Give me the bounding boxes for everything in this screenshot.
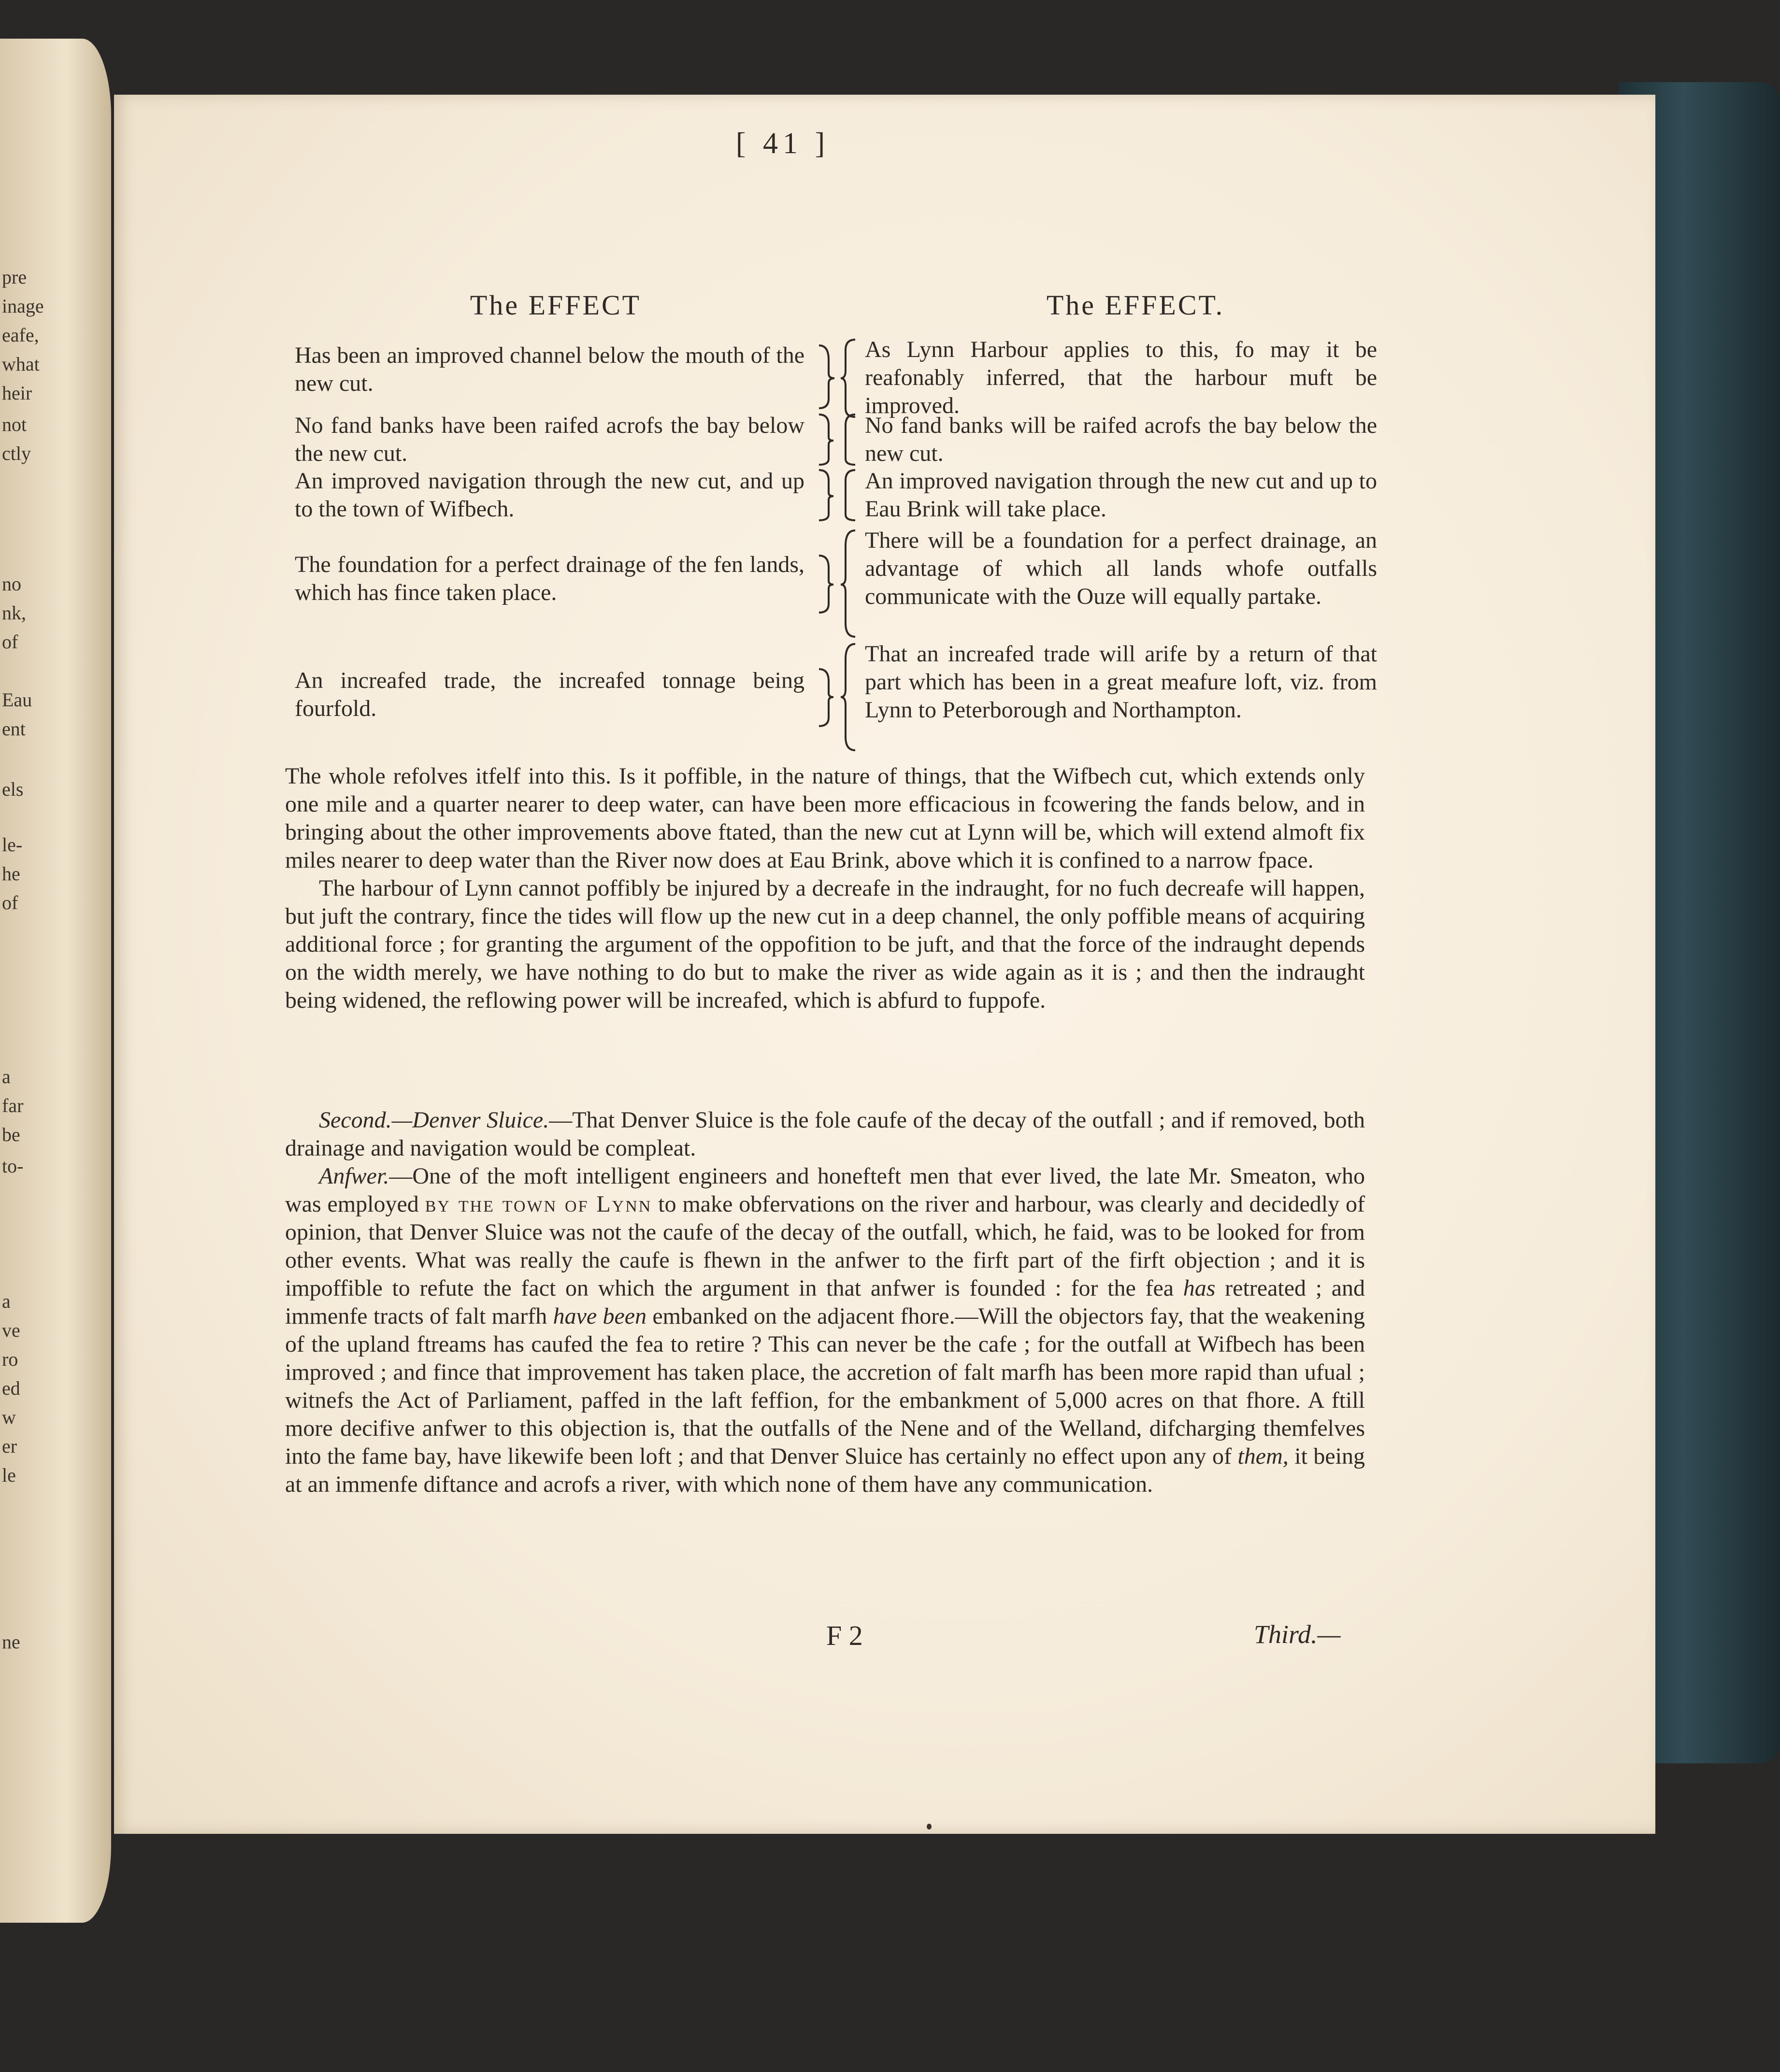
answer-paragraph xyxy=(285,1162,1365,1499)
answer-italic: has xyxy=(1183,1275,1216,1301)
left-column-heading: The EFFECT xyxy=(470,289,642,321)
effect-right-text: No fand banks will be raifed acrofs the bay below the new cut. xyxy=(865,413,1377,466)
left-fragment: le xyxy=(2,1464,16,1486)
effect-right-text: That an increafed trade will arife by a return of that part which has been in a great meafure loft, viz. from Lynn to Peterborough and Northampton. xyxy=(865,641,1377,723)
effect-right-text: An improved navigation through the new cut and up to Eau Brink will take place. xyxy=(865,468,1377,522)
left-fragment: be xyxy=(2,1124,20,1145)
left-fragment: to- xyxy=(2,1155,24,1177)
answer-text: to make obfervations on the river and harbour, was clearly and decidedly of opinion, that Denver Sluice was not the caufe of the decay of the outfall, which, he faid, was to be looked for from other events. What was really the caufe is fhewn in the anfwer to the firft part of the firft objection ; and it is impoffible to refute the fact on which the argument in that anfwer is founded : for the fea xyxy=(285,1191,1365,1301)
left-fragment: els xyxy=(2,778,24,800)
effect-row xyxy=(295,640,1377,754)
effect-row xyxy=(295,527,1377,640)
left-fragment: of xyxy=(2,631,18,653)
signature-mark: F 2 xyxy=(826,1620,863,1651)
effect-left-text: The foundation for a perfect drainage of the fen lands, which has fince taken place. xyxy=(295,552,804,605)
left-fragment: ent xyxy=(2,718,26,740)
answer-label: Anfwer. xyxy=(319,1163,389,1189)
effect-right-text: As Lynn Harbour applies to this, fo may it be reafonably inferred, that the harbour muft be improved. xyxy=(865,337,1377,418)
brace-icon xyxy=(814,527,860,640)
left-fragment: ctly xyxy=(2,443,31,464)
body-text-block xyxy=(285,1106,1365,1499)
left-fragment: what xyxy=(2,353,40,375)
objection-label: Second.—Denver Sluice. xyxy=(319,1107,549,1133)
answer-text: retreated ; and immenfe tracts of falt marfh xyxy=(285,1275,1365,1329)
left-fragment: er xyxy=(2,1435,17,1457)
brace-icon xyxy=(814,640,860,754)
left-fragment: le- xyxy=(2,834,23,856)
effect-row xyxy=(295,411,1377,469)
left-fragment: a xyxy=(2,1290,11,1312)
left-fragment: Eau xyxy=(2,689,32,711)
left-fragment: a xyxy=(2,1066,11,1087)
effect-left-text: An improved navigation through the new cut, and up to the town of Wifbech. xyxy=(295,468,804,522)
effect-left-text: An increafed trade, the increafed tonnage being fourfold. xyxy=(295,668,804,721)
brace-icon xyxy=(814,411,860,469)
left-fragment: ve xyxy=(2,1319,20,1341)
answer-text: —One of the moft intelligent engineers and honefteft men that ever lived, the late Mr. Smeaton, who was employed xyxy=(285,1163,1365,1217)
right-column-heading: The EFFECT. xyxy=(1046,289,1225,321)
left-fragment: inage xyxy=(2,295,44,317)
left-fragment: nk, xyxy=(2,602,26,624)
objection-text: —That Denver Sluice is the fole caufe of the decay of the outfall ; and if removed, both drainage and navigation would be compleat. xyxy=(285,1107,1365,1161)
left-fragment: of xyxy=(2,892,18,914)
page-number: [ 41 ] xyxy=(735,127,830,160)
effect-row xyxy=(295,336,1377,420)
answer-text: embanked on the adjacent fhore.—Will the objectors fay, that the weakening of the upland ftreams has caufed the fea to retire ? This can never be the cafe ; for the outfall at Wifbech has been improved ; and fince that improvement has taken place, the accretion of falt marfh has been more rapid than ufual ; witnefs the Act of Parliament, paffed in the laft feffion, for the embankment of 5,000 acres on that fhore. A ftill more decifive anfwer to this objection is, that the outfalls of the Nene and of the Welland, difcharging themfelves into the fame bay, have likewife been loft ; and that Denver Sluice has certainly no effect upon any of xyxy=(285,1303,1365,1469)
left-fragment: ro xyxy=(2,1348,18,1370)
answer-smallcaps: by the town of Lynn xyxy=(425,1191,652,1217)
objection-paragraph xyxy=(285,1106,1365,1162)
answer-italic: have been xyxy=(553,1303,647,1329)
left-fragment: pre xyxy=(2,266,27,288)
left-fragment: no xyxy=(2,573,21,595)
left-fragment: not xyxy=(2,414,27,435)
effect-left-text: Has been an improved channel below the mouth of the new cut. xyxy=(295,343,804,396)
brace-icon xyxy=(814,466,860,524)
left-fragment: ed xyxy=(2,1377,20,1399)
answer-italic: them, xyxy=(1237,1443,1289,1469)
effect-left-text: No fand banks have been raifed acrofs the bay below the new cut. xyxy=(295,413,804,466)
left-fragment: w xyxy=(2,1406,16,1428)
catchword: Third.— xyxy=(1254,1620,1341,1649)
ink-speck xyxy=(927,1824,932,1829)
body-text-block xyxy=(285,762,1365,1015)
left-fragment: far xyxy=(2,1095,24,1116)
brace-icon xyxy=(814,336,860,420)
answer-text: it being at an immenfe diftance and acrofs a river, with which none of them have any communication. xyxy=(285,1443,1365,1497)
paragraph: The whole refolves itfelf into this. Is it poffible, in the nature of things, that the Wifbech cut, which extends only one mile and a quarter nearer to deep water, can have been more efficacious in fcowering the fands below, and in bringing about the other improvements above ftated, than the new cut at Lynn will be, which will extend almoft fix miles nearer to deep water than the River now does at Eau Brink, above which it is confined to a narrow fpace. xyxy=(285,763,1365,873)
left-fragment: he xyxy=(2,863,20,885)
left-fragment: heir xyxy=(2,382,32,404)
left-page-fragments xyxy=(0,39,111,1923)
left-page-edge xyxy=(0,39,111,1923)
left-fragment: ne xyxy=(2,1631,20,1653)
effect-row xyxy=(295,466,1377,524)
paragraph: The harbour of Lynn cannot poffibly be injured by a decreafe in the indraught, for no fuch decreafe will happen, but juft the contrary, fince the tides will flow up the new cut in a deep channel, the only poffible means of acquiring additional force ; for granting the argument of the oppofition to be juft, and that the force of the indraught depends on the width merely, we have nothing to do but to make the river as wide again as it is ; and then the indraught being widened, the reflowing power will be increafed, which is abfurd to fuppofe. xyxy=(285,875,1365,1013)
left-fragment: eafe, xyxy=(2,324,39,346)
effect-right-text: There will be a foundation for a perfect drainage, an advantage of which all lands whofe outfalls communicate with the Ouze will equally partake. xyxy=(865,528,1377,609)
